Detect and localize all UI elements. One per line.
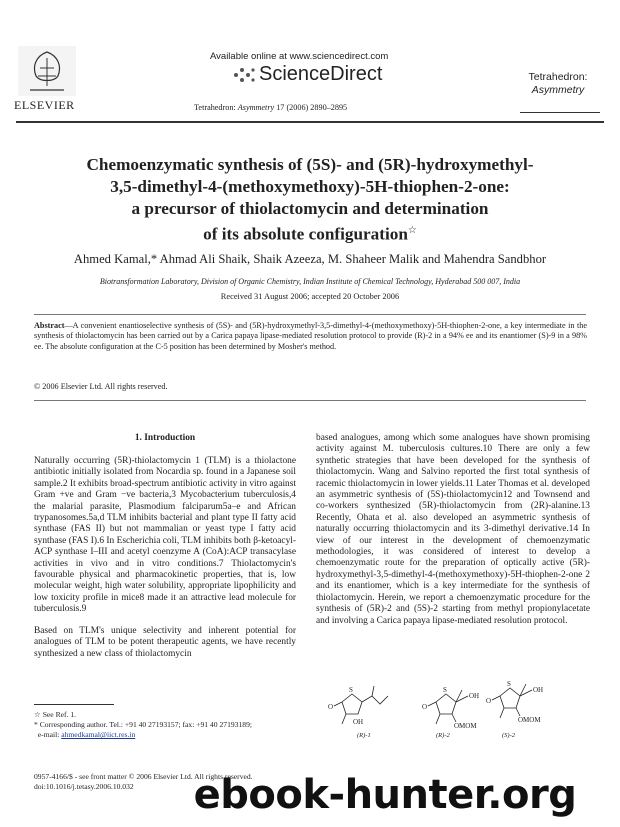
article-title [20,154,600,246]
atom-omom-2: OMOM [454,722,477,730]
figure-label-r1: (R)-1 [357,732,371,739]
atom-s-2: S [443,686,447,694]
footer-doi: doi:10.1016/j.tetasy.2006.10.032 [34,782,134,791]
copyright: © 2006 Elsevier Ltd. All rights reserved. [34,382,168,391]
right-paragraph-1: based analogues, among which some analogues have shown promising activity against M. tuberculosis cultures.10 There are only a few synthetic strategies that have been developed for the synthesis of thiolactomycin. Wang and Salvino reported the first total synthesis of racemic thiolactomycin in lower yields.11 Later Thomas et al. developed an asymmetric synthesis of (5S)-thiolactomycin12 and Townsend and co-workers synthesized (5R)-thiolactomycin from (2R)-alanine.13 Recently, Ohata et al. also developed an asymmetric synthesis of naturally occurring thiolactomycin and its 3-dimethyl derivative.14 In view of our interest in the development of chemoenzymatic methodologies, it was considered of interest to develop a chemoenzymatic route for the preparation of optically active (5R)-hydroxymethyl-3,5-dimethyl-4-(methoxymethoxy)-5H-thiophen-2-one 2 and its enantiomer, which is a key intermediate for the synthesis of thiolactomycin. Herein, we report a chemoenzymatic procedure for the synthesis of (5R)-2 and (5S)-2 starting from methyl propionylacetate and involving a Carica papaya lipase-mediated resolution protocol. [316,433,590,626]
abstract-label: Abstract [34,321,65,330]
publisher-name: ELSEVIER [14,98,75,112]
title-line1: Chemoenzymatic synthesis of (5S)- and (5R)-hydroxymethyl- [86,155,534,174]
section-heading: 1. Introduction [134,433,196,443]
structure-s2 [492,684,532,718]
header-rule [16,121,604,123]
journal-title [510,71,606,97]
sciencedirect-brand: ScienceDirect [259,63,383,85]
atom-oh-3: OH [533,686,544,694]
email-label: e-mail: [37,730,62,739]
journal-line2: Asymmetry [531,84,585,96]
title-line3: a precursor of thiolactomycin and determination [131,199,489,218]
title-line2: 3,5-dimethyl-4-(methoxymethoxy)-5H-thiophen-2-one: [110,177,510,196]
right-column [316,433,590,627]
left-paragraph-1: Naturally occurring (5R)-thiolactomycin 1 (TLM) is a thiolactone antibiotic initially isolated from Nocardia sp. found in a Japanese soil sample.2 It exhibits broad-spectrum antibiotic activity in vitro against Gram +ve and Gram −ve bacteria,3 Mycobacterium tuberculosis,4 the malarial parasite, Plasmodium falciparum5a–e and African trypanosomes.5a,d TLM inhibits bacterial and plant type II fatty acid synthase (FAS II) but not mammalian or yeast type I fatty acid synthase (FAS I).6 In Escherichia coli, TLM inhibits both β-ketoacyl-ACP synthase I–III and acetyl coenzyme A (CoA):ACP transacylase activities in vivo and in vitro conditions.7 Thiolactomycin's favourable physical and pharmacokinetic properties, that is, low molecular weight, high water solubility, appropriate lipophilicity and low toxicity profile in mice8 made it an attractive lead molecule for tuberculosis.9 [34,456,296,615]
elsevier-logo-icon [18,46,76,96]
citation-journal: Asymmetry [237,103,275,112]
structures-figure [328,676,590,738]
received-date: Received 31 August 2006; accepted 20 October 2006 [220,292,400,301]
structure-r2 [428,690,468,724]
title-line4: of its absolute configuration [203,224,408,244]
atom-s-3: S [507,680,511,688]
atom-omom-3: OMOM [518,716,541,724]
citation-rest: 17 (2006) 2890–2895 [276,103,348,112]
atom-o-3: O [486,697,492,705]
abstract-text: —A convenient enantioselective synthesis of (5S)- and (5R)-hydroxymethyl-3,5-dimethyl-4-(methoxymethoxy)-5H-thiophen-2-one, a key intermediate in the synthesis of thiolactomycin has been carried out by a Carica papaya lipase-mediated resolution protocol to provide (R)-2 in a 94% ee and its enantiomer (S)-9 in a 98% ee. The absolute configuration at the C-5 position has been determined by Mosher's method. [34,321,587,351]
footnotes [34,710,304,740]
watermark: ebook-hunter.org [193,772,577,818]
atom-o-1: O [328,703,334,711]
citation-prefix: Tetrahedron: [194,103,236,112]
footnote-corresponding: * Corresponding author. Tel.: +91 40 27193157; fax: +91 40 27193189; [34,720,252,729]
footnote-rule [34,704,114,705]
footer-issn: 0957-4166/$ - see front matter © 2006 Elsevier Ltd. All rights reserved. [34,772,253,781]
figure-label-s2: (S)-2 [502,732,515,739]
journal-rule [520,112,600,113]
atom-oh-1: OH [353,718,364,726]
abstract-rule-top [34,314,586,315]
affiliation: Biotransformation Laboratory, Division of Organic Chemistry, Indian Institute of Chemical Technology, Hyderabad 500 007, India [99,277,521,286]
atom-s-1: S [349,686,353,694]
footnote-star: ☆ See Ref. 1. [34,710,77,719]
atom-oh-2: OH [469,692,480,700]
left-column [34,456,296,660]
journal-line1: Tetrahedron: [528,71,588,83]
title-star: ☆ [407,225,417,236]
sciencedirect-logo-icon [232,65,256,85]
abstract [34,321,587,352]
figure-label-r2: (R)-2 [436,732,450,739]
abstract-rule-bottom [34,400,586,401]
available-online: Available online at www.sciencedirect.com [210,51,389,62]
authors: Ahmed Kamal,* Ahmad Ali Shaik, Shaik Azeeza, M. Shaheer Malik and Mahendra Sandbhor [73,252,547,266]
author-email-link[interactable]: ahmedkamal@iict.res.in [61,730,136,739]
journal-citation [194,103,347,112]
left-paragraph-2: Based on TLM's unique selectivity and inherent potential for analogues of TLM to be potent therapeutic agents, we have recently synthesized a new class of thiolactomycin [34,625,296,659]
atom-o-2: O [422,703,428,711]
